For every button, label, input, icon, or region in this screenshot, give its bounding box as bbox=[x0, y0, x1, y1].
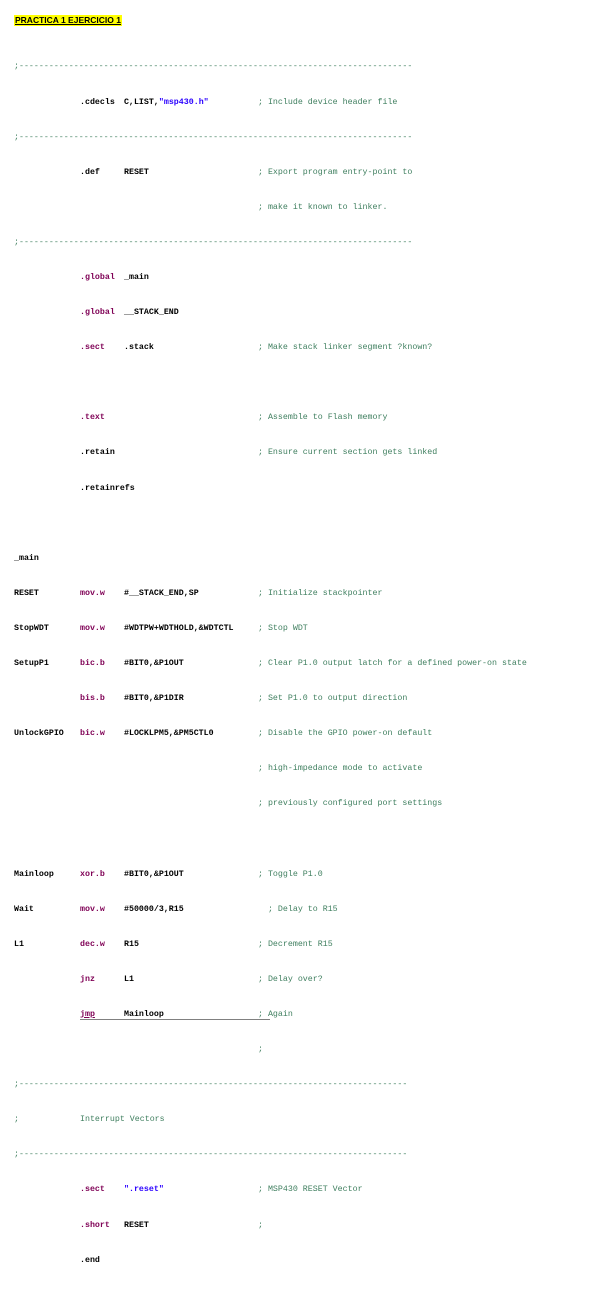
directive: .sect bbox=[80, 343, 105, 353]
code-line bbox=[14, 1220, 594, 1232]
label: _main bbox=[14, 553, 39, 563]
operand: #BIT0,&P1DIR bbox=[124, 694, 184, 704]
directive: .sect bbox=[80, 1185, 105, 1195]
code-line bbox=[14, 623, 594, 635]
comment: ; Initialize stackpointer bbox=[258, 588, 383, 598]
comment-marker: ; bbox=[14, 1115, 19, 1125]
comment: ; MSP430 RESET Vector bbox=[258, 1185, 363, 1195]
operand: RESET bbox=[124, 167, 149, 177]
directive: .def bbox=[80, 167, 100, 177]
instruction: bic.b bbox=[80, 659, 105, 668]
operand: #WDTPW+WDTHOLD,&WDTCTL bbox=[124, 623, 234, 633]
comment: ; previously configured port settings bbox=[258, 799, 443, 809]
label: L1 bbox=[14, 939, 24, 949]
operand: Mainloop bbox=[124, 1009, 164, 1019]
comment: ; Disable the GPIO power-on default bbox=[258, 729, 433, 739]
comment: ; Make stack linker segment ?known? bbox=[258, 343, 433, 353]
operand: _main bbox=[124, 272, 149, 282]
code-line bbox=[14, 447, 594, 459]
directive: .end bbox=[80, 1255, 100, 1265]
code-line bbox=[14, 588, 594, 600]
instruction: bis.b bbox=[80, 694, 105, 704]
separator-line: ;------------------------------------------------------------------------------- bbox=[14, 132, 413, 142]
comment: ; Again bbox=[258, 1009, 293, 1019]
operand: #LOCKLPM5,&PM5CTL0 bbox=[124, 729, 214, 739]
code-line bbox=[14, 1044, 594, 1056]
code-listing bbox=[14, 38, 594, 1290]
operand: .stack bbox=[124, 343, 154, 353]
code-line bbox=[14, 307, 594, 319]
comment: ; Stop WDT bbox=[258, 623, 308, 633]
code-line bbox=[14, 1255, 594, 1267]
code-line bbox=[14, 658, 594, 670]
instruction: xor.b bbox=[80, 869, 105, 879]
underline-rule bbox=[80, 1019, 270, 1020]
code-line bbox=[14, 272, 594, 284]
instruction: mov.w bbox=[80, 623, 105, 633]
operand: #BIT0,&P1OUT bbox=[124, 659, 184, 668]
code-line bbox=[14, 167, 594, 179]
label: UnlockGPIO bbox=[14, 729, 64, 739]
directive: .text bbox=[80, 413, 105, 423]
separator-line: ;------------------------------------------------------------------------------- bbox=[14, 62, 413, 72]
code-line bbox=[14, 693, 594, 705]
code-line bbox=[14, 939, 594, 951]
code-line bbox=[14, 1114, 594, 1126]
code-line bbox=[14, 1009, 594, 1021]
instruction: bic.w bbox=[80, 729, 105, 739]
operand: ".reset" bbox=[124, 1185, 164, 1195]
comment: ; make it known to linker. bbox=[258, 202, 388, 212]
operand: #50000/3,R15 bbox=[124, 904, 184, 914]
label: Wait bbox=[14, 904, 34, 914]
comment: ; Decrement R15 bbox=[258, 939, 333, 949]
label: Mainloop bbox=[14, 869, 54, 879]
code-line bbox=[14, 728, 594, 740]
directive: .cdecls bbox=[80, 97, 115, 107]
label: SetupP1 bbox=[14, 659, 49, 668]
label: StopWDT bbox=[14, 623, 49, 633]
separator-line: ;------------------------------------------------------------------------------ bbox=[14, 1150, 408, 1160]
directive: .short bbox=[80, 1220, 110, 1230]
code-line bbox=[14, 869, 594, 881]
separator-line: ;------------------------------------------------------------------------------ bbox=[14, 1080, 408, 1090]
comment: ; Toggle P1.0 bbox=[258, 869, 323, 879]
code-line bbox=[14, 798, 594, 810]
operand: #BIT0,&P1OUT bbox=[124, 869, 184, 879]
directive: .retain bbox=[80, 448, 115, 458]
comment: ; bbox=[258, 1220, 263, 1230]
directive: .global bbox=[80, 272, 115, 282]
comment: ; Assemble to Flash memory bbox=[258, 413, 388, 423]
label: RESET bbox=[14, 588, 39, 598]
code-line bbox=[14, 483, 594, 495]
instruction: jnz bbox=[80, 974, 95, 984]
directive: .retainrefs bbox=[80, 483, 135, 493]
operand: R15 bbox=[124, 939, 139, 949]
comment: ; Export program entry-point to bbox=[258, 167, 413, 177]
instruction: mov.w bbox=[80, 588, 105, 598]
code-line bbox=[14, 202, 594, 214]
comment: ; high-impedance mode to activate bbox=[258, 764, 423, 774]
code-line bbox=[14, 97, 594, 109]
operand: L1 bbox=[124, 974, 134, 984]
comment: ; bbox=[258, 1045, 263, 1055]
code-line bbox=[14, 763, 594, 775]
comment: ; Ensure current section gets linked bbox=[258, 448, 438, 458]
code-line bbox=[14, 412, 594, 424]
comment: ; Clear P1.0 output latch for a defined power-on state bbox=[258, 659, 527, 668]
section-heading: Interrupt Vectors bbox=[80, 1115, 165, 1125]
instruction: mov.w bbox=[80, 904, 105, 914]
comment: ; Set P1.0 to output direction bbox=[258, 694, 408, 704]
comment: ; Delay to R15 bbox=[258, 904, 338, 914]
separator-line: ;------------------------------------------------------------------------------- bbox=[14, 237, 413, 247]
directive: .global bbox=[80, 308, 115, 318]
operand: RESET bbox=[124, 1220, 149, 1230]
comment: ; Include device header file bbox=[258, 97, 398, 107]
operand: __STACK_END bbox=[124, 308, 179, 318]
instruction: dec.w bbox=[80, 939, 105, 949]
code-line bbox=[14, 342, 594, 354]
code-line bbox=[14, 553, 594, 565]
code-line bbox=[14, 974, 594, 986]
operand: C,LIST,"msp430.h" bbox=[124, 97, 209, 107]
operand: #__STACK_END,SP bbox=[124, 588, 199, 598]
code-line bbox=[14, 1184, 594, 1196]
code-line bbox=[14, 904, 594, 916]
comment: ; Delay over? bbox=[258, 974, 323, 984]
document-title: PRACTICA 1 EJERCICIO 1 bbox=[15, 15, 121, 25]
instruction: jmp bbox=[80, 1009, 95, 1019]
